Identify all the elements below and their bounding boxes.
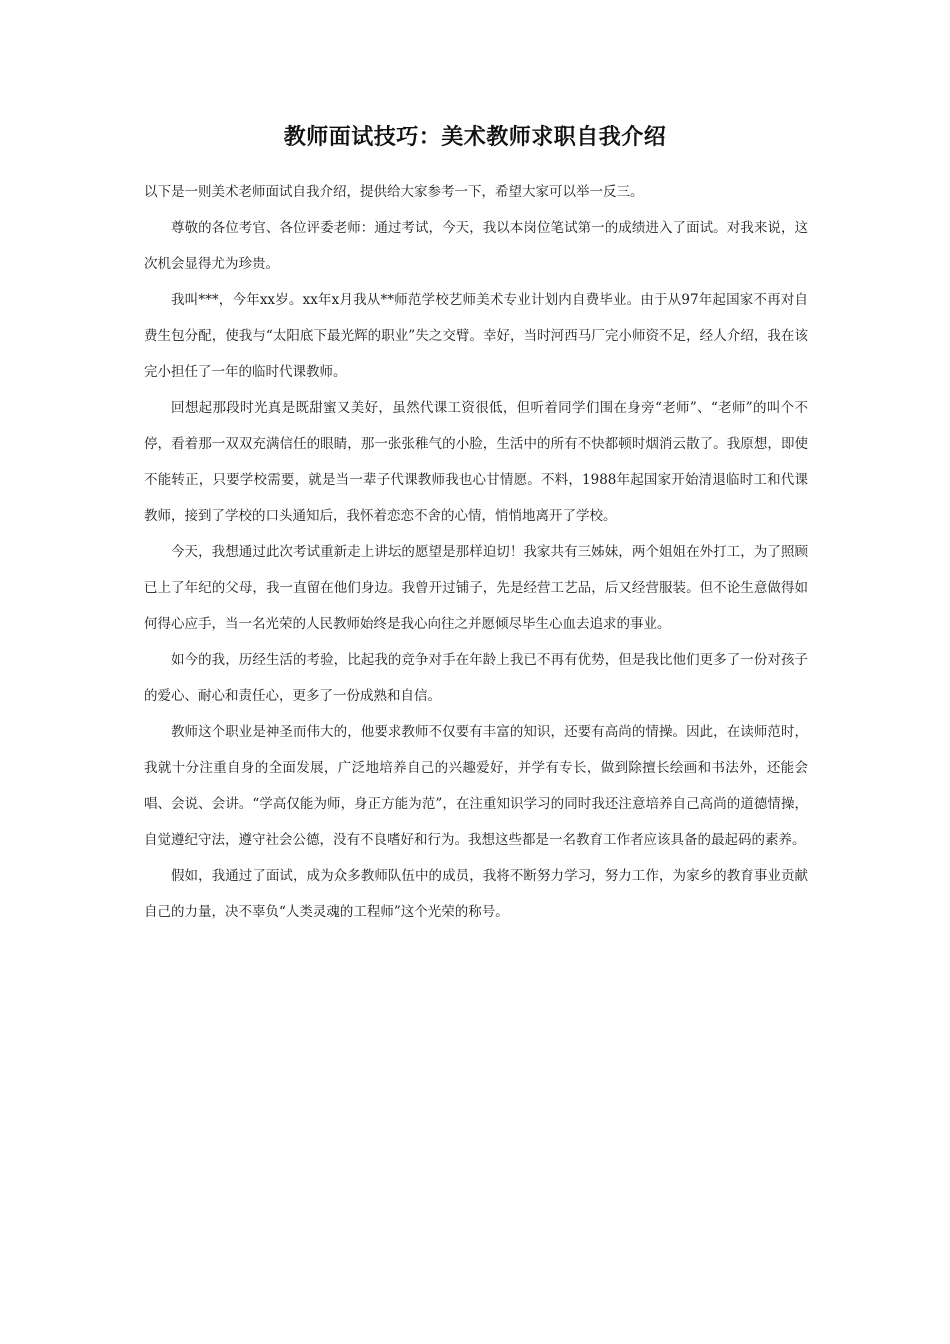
intro-paragraph: 以下是一则美术老师面试自我介绍，提供给大家参考一下，希望大家可以举一反三。 bbox=[144, 184, 644, 200]
document-body bbox=[144, 174, 808, 930]
paragraph-background: 我叫***，今年xx岁。xx年x月我从**师范学校艺师美术专业计划内自费毕业。由于从97年起国家不再对自费生包分配，使我与“太阳底下最光辉的职业”失之交臂。幸好，当时河西马厂完小师资不足，经人介绍，我在该完小担任了一年的临时代课教师。 bbox=[144, 292, 808, 380]
paragraph-aspiration: 今天，我想通过此次考试重新走上讲坛的愿望是那样迫切！我家共有三姊妹，两个姐姐在外打工，为了照顾已上了年纪的父母，我一直留在他们身边。我曾开过铺子，先是经营工艺品，后又经营服装。但不论生意做得如何得心应手，当一名光荣的人民教师始终是我心向往之并愿倾尽毕生心血去追求的事业。 bbox=[144, 544, 808, 632]
paragraph-closing: 假如，我通过了面试，成为众多教师队伍中的成员，我将不断努力学习，努力工作，为家乡的教育事业贡献自己的力量，决不辜负“人类灵魂的工程师”这个光荣的称号。 bbox=[144, 868, 808, 920]
paragraph-qualities: 教师这个职业是神圣而伟大的，他要求教师不仅要有丰富的知识，还要有高尚的情操。因此，在读师范时，我就十分注重自身的全面发展，广泛地培养自己的兴趣爱好，并学有专长，做到除擅长绘画和书法外，还能会唱、会说、会讲。“学高仅能为师，身正方能为范”，在注重知识学习的同时我还注意培养自己高尚的道德情操，自觉遵纪守法，遵守社会公德，没有不良嗜好和行为。我想这些都是一名教育工作者应该具备的最起码的素养。 bbox=[144, 724, 808, 848]
paragraph-strengths: 如今的我，历经生活的考验，比起我的竞争对手在年龄上我已不再有优势，但是我比他们更多了一份对孩子的爱心、耐心和责任心，更多了一份成熟和自信。 bbox=[144, 652, 808, 704]
paragraph-greeting: 尊敬的各位考官、各位评委老师：通过考试，今天，我以本岗位笔试第一的成绩进入了面试。对我来说，这次机会显得尤为珍贵。 bbox=[144, 220, 808, 272]
document-title: 教师面试技巧：美术教师求职自我介绍 bbox=[283, 125, 667, 150]
paragraph-memories: 回想起那段时光真是既甜蜜又美好，虽然代课工资很低，但听着同学们围在身旁“老师”、“老师”的叫个不停，看着那一双双充满信任的眼睛，那一张张稚气的小脸，生活中的所有不快都顿时烟消云散了。我原想，即使不能转正，只要学校需要，就是当一辈子代课教师我也心甘情愿。不料，1988年起国家开始清退临时工和代课教师，接到了学校的口头通知后，我怀着恋恋不舍的心情，悄悄地离开了学校。 bbox=[144, 400, 808, 524]
